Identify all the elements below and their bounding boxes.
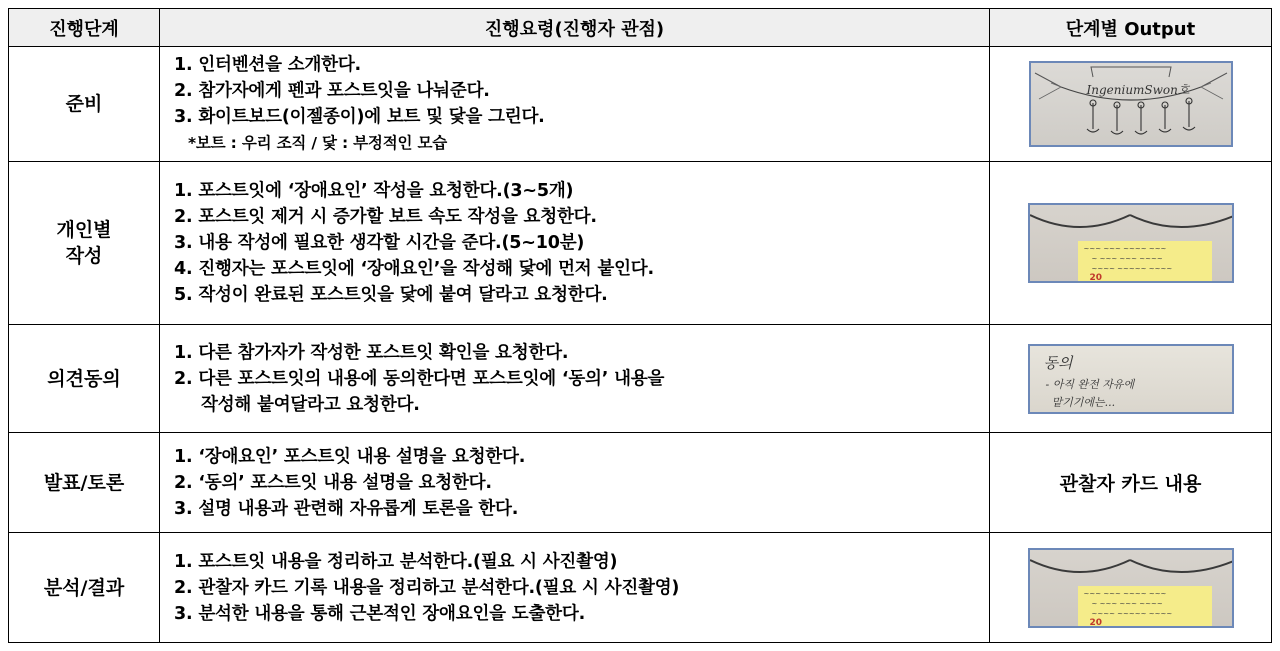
steps-prepare <box>160 47 990 162</box>
steps-individual <box>160 162 990 325</box>
stage-individual <box>9 162 160 325</box>
step-item: 1. 인터벤션을 소개한다. <box>174 55 362 75</box>
output-analysis <box>990 533 1271 642</box>
handwriting-scribble: ~~~~ ~~~~~ ~~~~ <box>1091 265 1173 273</box>
steps-analysis <box>160 533 990 642</box>
whiteboard-boat-photo <box>1029 61 1233 147</box>
step-item: 2. 다른 포스트잇의 내용에 동의한다면 포스트잇에 ‘동의’ 내용을 <box>174 368 665 389</box>
agree-note-line: 맡기기에는... <box>1051 395 1116 409</box>
step-continuation: 작성해 붙여달라고 요청한다. <box>201 394 420 415</box>
handwriting-scribble: ~ ~~~ ~~~ ~~~~ <box>1091 255 1163 263</box>
output-individual <box>990 162 1271 325</box>
anchor-curve-drawing <box>1030 550 1234 590</box>
note-number: 20 <box>1089 617 1103 628</box>
handwriting-scribble: ~~~ ~~~ ~~~~ ~~~ <box>1083 589 1167 598</box>
note-number: 20 <box>1089 273 1103 283</box>
boat-caption: IngeniumSwon호 <box>1086 83 1190 97</box>
step-item: 1. 다른 참가자가 작성한 포스트잇 확인을 요청한다. <box>174 342 569 363</box>
header-output: 단계별 Output <box>990 9 1271 47</box>
step-note: *보트 : 우리 조직 / 닻 : 부정적인 모습 <box>188 134 447 152</box>
step-item: 2. 참가자에게 펜과 포스트잇을 나눠준다. <box>174 81 490 101</box>
agree-note-line: - 아직 완전 자유에 <box>1045 377 1135 391</box>
boat-anchor-drawing <box>1031 63 1231 145</box>
step-item: 2. ‘동의’ 포스트잇 내용 설명을 요청한다. <box>174 472 492 493</box>
stage-line: 작성 <box>65 245 103 267</box>
output-prepare <box>990 47 1271 162</box>
step-item: 4. 진행자는 포스트잇에 ‘장애요인’을 작성해 닻에 먼저 붙인다. <box>174 259 654 279</box>
process-table <box>8 8 1272 643</box>
stage-line: 개인별 <box>56 219 112 241</box>
stage-prepare: 준비 <box>9 47 160 162</box>
steps-agree <box>160 325 990 433</box>
step-item: 5. 작성이 완료된 포스트잇을 닻에 붙여 달라고 요청한다. <box>174 285 608 305</box>
step-item: 3. 내용 작성에 필요한 생각할 시간을 준다.(5~10분) <box>174 233 585 253</box>
step-item: 1. 포스트잇 내용을 정리하고 분석한다.(필요 시 사진촬영) <box>174 551 618 572</box>
handwriting-scribble: ~~~~ ~~~~~ ~~~~ <box>1091 609 1173 618</box>
header-stage: 진행단계 <box>9 9 160 47</box>
handwriting-scribble: ~ ~~~ ~~~ ~~~~ <box>1091 599 1163 608</box>
agree-note-title: 동의 <box>1043 353 1073 372</box>
observer-card-text: 관찰자 카드 내용 <box>1059 473 1202 495</box>
stage-agree: 의견동의 <box>9 325 160 433</box>
agree-note-photo <box>1028 344 1234 414</box>
output-agree <box>990 325 1271 433</box>
anchor-curve-drawing <box>1030 205 1234 245</box>
step-item: 3. 설명 내용과 관련해 자유롭게 토론을 한다. <box>174 498 519 519</box>
stage-present: 발표/토론 <box>9 433 160 533</box>
handwriting-scribble: ~~~ ~~~ ~~~~ ~~~ <box>1083 245 1167 253</box>
step-item: 1. ‘장애요인’ 포스트잇 내용 설명을 요청한다. <box>174 446 526 467</box>
output-present <box>990 433 1271 533</box>
postit-anchor-photo <box>1028 548 1234 628</box>
steps-present <box>160 433 990 533</box>
stage-analysis: 분석/결과 <box>9 533 160 642</box>
postit-anchor-photo <box>1028 203 1234 283</box>
step-item: 2. 관찰자 카드 기록 내용을 정리하고 분석한다.(필요 시 사진촬영) <box>174 577 680 598</box>
step-item: 3. 화이트보드(이젤종이)에 보트 및 닻을 그린다. <box>174 107 545 127</box>
step-item: 3. 분석한 내용을 통해 근본적인 장애요인을 도출한다. <box>174 603 586 624</box>
header-method: 진행요령(진행자 관점) <box>160 9 990 47</box>
step-item: 2. 포스트잇 제거 시 증가할 보트 속도 작성을 요청한다. <box>174 207 597 227</box>
step-item: 1. 포스트잇에 ‘장애요인’ 작성을 요청한다.(3~5개) <box>174 181 574 201</box>
